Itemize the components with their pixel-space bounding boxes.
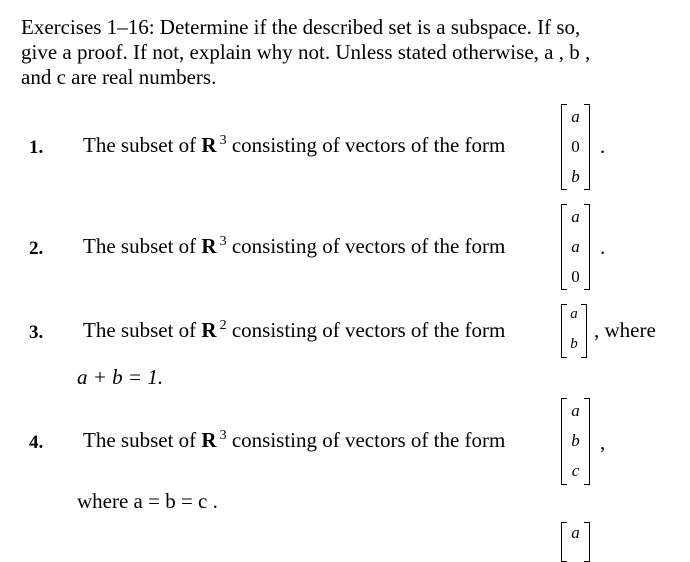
dimension-superscript: 3 bbox=[219, 133, 227, 148]
exercise-number: 1. bbox=[29, 137, 44, 158]
statement-prefix: The subset of bbox=[83, 133, 197, 157]
column-vector bbox=[561, 398, 590, 485]
trailing-text: , where bbox=[594, 318, 656, 342]
exercise-statement bbox=[83, 234, 505, 259]
column-vector bbox=[561, 204, 590, 290]
vector-entry: b bbox=[571, 431, 580, 450]
column-vector bbox=[561, 104, 590, 190]
condition-text: where a = b = c . bbox=[77, 489, 218, 513]
space-symbol: R bbox=[201, 133, 217, 157]
vector-entry: b bbox=[570, 336, 578, 352]
statement-prefix: The subset of bbox=[83, 428, 197, 452]
space-symbol: R bbox=[201, 234, 217, 258]
space-symbol: R bbox=[201, 428, 217, 452]
exercise-number: 3. bbox=[29, 322, 44, 343]
column-vector bbox=[561, 304, 587, 358]
vector-entry: 0 bbox=[571, 267, 580, 286]
statement-suffix: consisting of vectors of the form bbox=[231, 428, 506, 452]
exercise-number: 2. bbox=[29, 238, 44, 259]
vector-entry: a bbox=[571, 523, 580, 542]
vector-entry: c bbox=[571, 461, 580, 480]
instructions-line-2: give a proof. If not, explain why not. Unless stated otherwise, a , b , bbox=[21, 40, 591, 64]
exercise-statement bbox=[83, 428, 505, 453]
vector-entry: a bbox=[571, 107, 580, 126]
condition-text bbox=[77, 365, 163, 390]
vector-entry: a bbox=[571, 401, 580, 420]
vector-entry: b bbox=[571, 167, 580, 186]
vector-entry: a bbox=[570, 306, 578, 322]
statement-suffix: consisting of vectors of the form bbox=[231, 318, 506, 342]
space-symbol: R bbox=[201, 318, 217, 342]
statement-suffix: consisting of vectors of the form bbox=[231, 234, 506, 258]
instructions-line-1: Exercises 1–16: Determine if the described set is a subspace. If so, bbox=[21, 15, 581, 39]
vector-entry: a bbox=[571, 207, 580, 226]
condition-equation: a + b = 1. bbox=[77, 365, 164, 389]
vector-entry: a bbox=[571, 237, 580, 256]
dimension-superscript: 3 bbox=[219, 234, 227, 249]
statement-suffix: consisting of vectors of the form bbox=[231, 133, 506, 157]
vector-entry: 0 bbox=[571, 137, 580, 156]
dimension-superscript: 2 bbox=[219, 318, 227, 333]
instructions-paragraph bbox=[21, 15, 671, 90]
statement-prefix: The subset of bbox=[83, 234, 197, 258]
instructions-line-3: and c are real numbers. bbox=[21, 65, 217, 89]
trailing-punctuation: , bbox=[600, 430, 606, 454]
trailing-punctuation: . bbox=[600, 134, 606, 158]
exercise-number: 4. bbox=[29, 432, 44, 453]
trailing-punctuation: . bbox=[600, 235, 606, 259]
column-vector bbox=[561, 522, 590, 562]
dimension-superscript: 3 bbox=[219, 428, 227, 443]
exercise-statement bbox=[83, 318, 505, 343]
statement-prefix: The subset of bbox=[83, 318, 197, 342]
exercise-statement bbox=[83, 133, 505, 158]
